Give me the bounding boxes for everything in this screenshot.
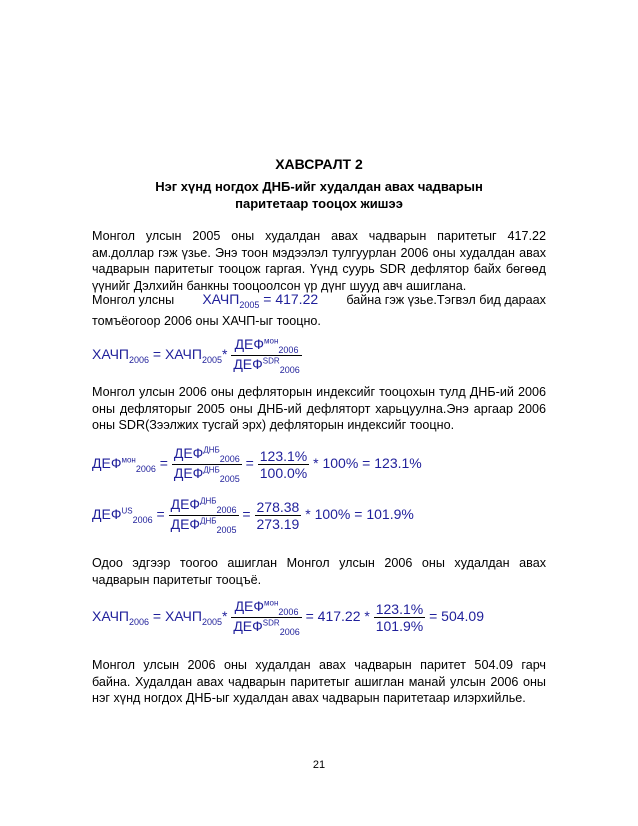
para2-line1 bbox=[92, 291, 546, 313]
eq3-fraction: $\frac{ДЕФ^{ДНБ}_{2006}}{ДЕФ^{ДНБ}_{2005}}$ bbox=[170, 496, 237, 535]
paragraph-5 bbox=[92, 657, 546, 707]
para2-before: Монгол улсны bbox=[92, 293, 175, 307]
para2-line2: томъёогоор 2006 оны ХАЧП-ыг тооцно. bbox=[92, 314, 321, 329]
para2-after: байна гэж үзье.Тэгвэл бид дараах bbox=[346, 293, 546, 307]
equation-2: $ДЕФ^{мон}_{2006}$ = $\frac{ДЕФ^{ДНБ}_{2006}}{ДЕФ^{ДНБ}_{2005}}$ = $\frac{123.1\%}{100.0\%}$ * 100% = 123.1% bbox=[92, 445, 422, 484]
para1-line: үүнийг Дэлхийн банкны тооцоолсон үр дүнг шууд авч ашиглана. bbox=[92, 278, 467, 293]
para5-line: байна. Худалдан авах чадварын паритетыг ашиглан манай улсын 2006 оны bbox=[92, 674, 546, 689]
eq2-fraction: $\frac{ДЕФ^{ДНБ}_{2006}}{ДЕФ^{ДНБ}_{2005}}$ bbox=[173, 445, 240, 484]
eq4-value-fraction: $\frac{123.1\%}{101.9\%}$ bbox=[375, 600, 424, 634]
para3-line: оны дефляторыг 2005 оны ДНБ-ий дефляторт харьцуулна.Энэ аргаар 2006 bbox=[92, 401, 546, 416]
eq4-fraction: $\frac{ДЕФ^{мон}_{2006}}{ДЕФ^{SDR}_{2006}}$ bbox=[233, 598, 300, 637]
para3-line: Монгол улсын 2006 оны дефляторын индексийг тооцохын тулд ДНБ-ий 2006 bbox=[92, 385, 546, 399]
para1-line: Монгол улсын 2005 оны худалдан авах чадварын паритетыг 417.22 bbox=[92, 229, 546, 243]
para4-line: чадварын паритетыг тооцъё. bbox=[92, 572, 262, 587]
page-number: 21 bbox=[312, 759, 326, 771]
para3-line: оны SDR(Зээлжих тусгай эрх) дефляторын индексийг тооцно. bbox=[92, 418, 455, 432]
paragraph-2 bbox=[92, 291, 546, 330]
para5-line: нэг хүнд ногдох ДНБ-ыг худалдан авах чадварын паритетаар илэрхийлье. bbox=[92, 691, 526, 705]
paragraph-1 bbox=[92, 228, 546, 294]
para1-line: чадварын паритетыг тооцож гаргая. Үүнд суурь SDR дефлятор байх бөгөөд bbox=[92, 262, 546, 276]
appendix-title: ХАВСРАЛТ 2 bbox=[275, 156, 363, 172]
eq3-value-fraction: $\frac{278.38}{273.19}$ bbox=[256, 498, 300, 532]
paragraph-3 bbox=[92, 384, 546, 434]
eq2-value-fraction: $\frac{123.1\%}{100.0\%}$ bbox=[259, 447, 308, 481]
para5-line: Монгол улсын 2006 оны худалдан авах чадварын паритет 504.09 гарч bbox=[92, 658, 546, 672]
appendix-subtitle-line2: паритетаар тооцох жишээ bbox=[235, 196, 403, 211]
appendix-subtitle-line1: Нэг хүнд ногдох ДНБ-ийг худалдан авах чадварын bbox=[155, 179, 483, 194]
para4-line: Одоо эдгээр тоогоо ашиглан Монгол улсын 2006 оны худалдан авах bbox=[92, 556, 546, 570]
equation-4: $ХАЧП_{2006}$ = $ХАЧП_{2005}*$ $\frac{ДЕФ^{мон}_{2006}}{ДЕФ^{SDR}_{2006}}$ = 417.22 * $\frac{123.1\%}{101.9\%}$ = 504.09 bbox=[92, 598, 484, 637]
equation-3: $ДЕФ^{US}_{2006}$ = $\frac{ДЕФ^{ДНБ}_{2006}}{ДЕФ^{ДНБ}_{2005}}$ = $\frac{278.38}{273.19}$ * 100% = 101.9% bbox=[92, 496, 414, 535]
paragraph-4 bbox=[92, 555, 546, 588]
inline-formula: $ХАЧП_{2005} = 417.22$ bbox=[202, 291, 319, 310]
para1-line: ам.доллар гэж үзье. Энэ тоон мэдээлэл тулгуурлан 2006 оны худалдан авах bbox=[92, 245, 546, 260]
eq1-fraction: $\frac{ДЕФ^{мон}_{2006}}{ДЕФ^{SDR}_{2006}}$ bbox=[233, 336, 300, 375]
equation-1: $ХАЧП_{2006}$ = $ХАЧП_{2005}*$ $\frac{ДЕФ^{мон}_{2006}}{ДЕФ^{SDR}_{2006}}$ bbox=[92, 336, 300, 375]
